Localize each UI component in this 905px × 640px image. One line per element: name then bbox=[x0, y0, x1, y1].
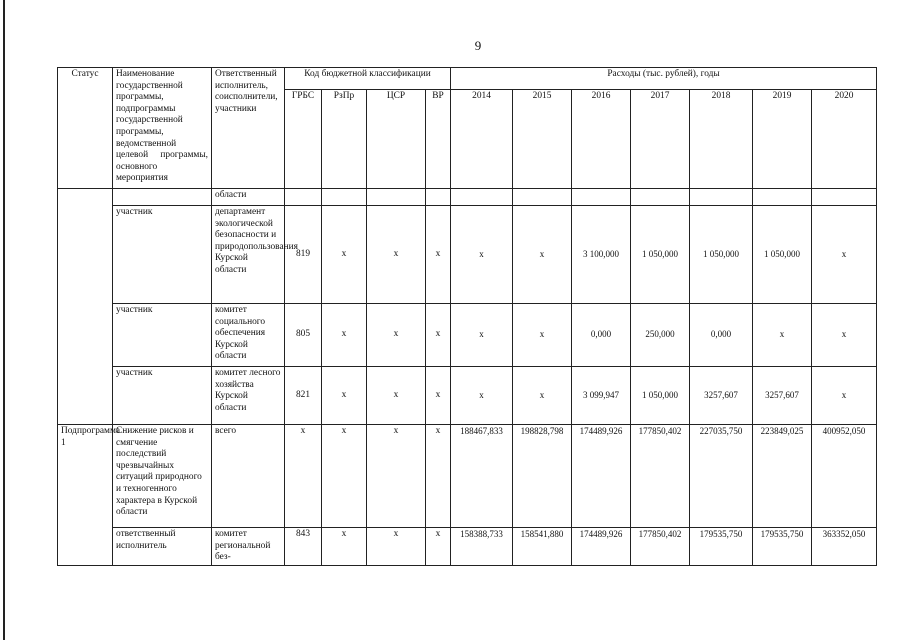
value-2020-cell: х bbox=[812, 206, 877, 304]
header-code-csr: ЦСР bbox=[367, 90, 426, 189]
header-code-grbs: ГРБС bbox=[285, 90, 322, 189]
table-row bbox=[58, 425, 877, 528]
header-code-vr: ВР bbox=[426, 90, 451, 189]
value-2015-cell: х bbox=[513, 367, 572, 425]
name-cell: участник bbox=[113, 206, 212, 304]
header-year-2014: 2014 bbox=[451, 90, 513, 189]
value-2018-cell: 179535,750 bbox=[690, 528, 753, 566]
value-2014-cell: 158388,733 bbox=[451, 528, 513, 566]
code-rzpr-cell: х bbox=[322, 425, 367, 528]
code-csr-cell: х bbox=[367, 367, 426, 425]
header-expenses: Расходы (тыс. рублей), годы bbox=[451, 68, 877, 90]
executor-cell: комитет региональной без- bbox=[212, 528, 285, 566]
value-2014-cell: х bbox=[451, 367, 513, 425]
value-2014-cell: х bbox=[451, 304, 513, 367]
value-2018-cell: 3257,607 bbox=[690, 367, 753, 425]
value-2018-cell: 0,000 bbox=[690, 304, 753, 367]
code-grbs-cell: 819 bbox=[285, 206, 322, 304]
header-executor: Ответственный исполнитель, соисполнители, участники bbox=[212, 68, 285, 189]
value-2015-cell: 158541,880 bbox=[513, 528, 572, 566]
name-cell: участник bbox=[113, 367, 212, 425]
code-rzpr-cell: х bbox=[322, 367, 367, 425]
code-vr-cell: х bbox=[426, 528, 451, 566]
value-2019-cell: х bbox=[753, 304, 812, 367]
status-cell bbox=[58, 189, 113, 425]
code-grbs-cell: 821 bbox=[285, 367, 322, 425]
code-csr-cell bbox=[367, 189, 426, 206]
code-grbs-cell: 843 bbox=[285, 528, 322, 566]
code-vr-cell: х bbox=[426, 425, 451, 528]
value-2017-cell: 177850,402 bbox=[631, 425, 690, 528]
executor-cell: области bbox=[212, 189, 285, 206]
name-cell: ответственный исполнитель bbox=[113, 528, 212, 566]
header-row-1 bbox=[58, 68, 877, 90]
code-vr-cell: х bbox=[426, 367, 451, 425]
page-left-border bbox=[3, 0, 5, 640]
value-2017-cell: 177850,402 bbox=[631, 528, 690, 566]
value-2017-cell: 1 050,000 bbox=[631, 367, 690, 425]
header-year-2018: 2018 bbox=[690, 90, 753, 189]
value-2016-cell: 174489,926 bbox=[572, 528, 631, 566]
value-2020-cell bbox=[812, 189, 877, 206]
value-2020-cell: 400952,050 bbox=[812, 425, 877, 528]
name-cell: участник bbox=[113, 304, 212, 367]
executor-cell: департамент экологической безопасности и природопользования Курской области bbox=[212, 206, 285, 304]
value-2018-cell: 1 050,000 bbox=[690, 206, 753, 304]
header-year-2016: 2016 bbox=[572, 90, 631, 189]
code-rzpr-cell: х bbox=[322, 304, 367, 367]
value-2020-cell: х bbox=[812, 367, 877, 425]
name-cell: Снижение рисков и смягчение последствий чрезвычайных ситуаций природного и техногенного характера в Курской области bbox=[113, 425, 212, 528]
header-year-2017: 2017 bbox=[631, 90, 690, 189]
code-csr-cell: х bbox=[367, 528, 426, 566]
header-budget-code: Код бюджетной классификации bbox=[285, 68, 451, 90]
value-2017-cell: 1 050,000 bbox=[631, 206, 690, 304]
value-2018-cell: 227035,750 bbox=[690, 425, 753, 528]
code-rzpr-cell bbox=[322, 189, 367, 206]
code-csr-cell: х bbox=[367, 304, 426, 367]
value-2016-cell: 3 099,947 bbox=[572, 367, 631, 425]
table-row bbox=[58, 206, 877, 304]
value-2014-cell: 188467,833 bbox=[451, 425, 513, 528]
table-row bbox=[58, 304, 877, 367]
code-vr-cell bbox=[426, 189, 451, 206]
value-2017-cell: 250,000 bbox=[631, 304, 690, 367]
value-2019-cell: 223849,025 bbox=[753, 425, 812, 528]
executor-cell: комитет лесного хозяйства Курской области bbox=[212, 367, 285, 425]
value-2015-cell: х bbox=[513, 304, 572, 367]
value-2015-cell bbox=[513, 189, 572, 206]
header-code-rzpr: РзПр bbox=[322, 90, 367, 189]
code-vr-cell: х bbox=[426, 206, 451, 304]
value-2019-cell bbox=[753, 189, 812, 206]
code-csr-cell: х bbox=[367, 425, 426, 528]
header-status: Статус bbox=[58, 68, 113, 189]
value-2016-cell bbox=[572, 189, 631, 206]
value-2019-cell: 3257,607 bbox=[753, 367, 812, 425]
value-2014-cell bbox=[451, 189, 513, 206]
value-2016-cell: 174489,926 bbox=[572, 425, 631, 528]
header-year-2015: 2015 bbox=[513, 90, 572, 189]
header-year-2020: 2020 bbox=[812, 90, 877, 189]
code-vr-cell: х bbox=[426, 304, 451, 367]
code-rzpr-cell: х bbox=[322, 206, 367, 304]
value-2020-cell: х bbox=[812, 304, 877, 367]
value-2016-cell: 3 100,000 bbox=[572, 206, 631, 304]
budget-table bbox=[57, 67, 877, 566]
code-grbs-cell: х bbox=[285, 425, 322, 528]
code-grbs-cell: 805 bbox=[285, 304, 322, 367]
value-2019-cell: 179535,750 bbox=[753, 528, 812, 566]
value-2016-cell: 0,000 bbox=[572, 304, 631, 367]
value-2015-cell: 198828,798 bbox=[513, 425, 572, 528]
code-rzpr-cell: х bbox=[322, 528, 367, 566]
value-2017-cell bbox=[631, 189, 690, 206]
table-row bbox=[58, 189, 877, 206]
table-row bbox=[58, 367, 877, 425]
table-row bbox=[58, 528, 877, 566]
value-2019-cell: 1 050,000 bbox=[753, 206, 812, 304]
status-cell: Подпрограмма 1 bbox=[58, 425, 113, 566]
value-2014-cell: х bbox=[451, 206, 513, 304]
code-csr-cell: х bbox=[367, 206, 426, 304]
value-2015-cell: х bbox=[513, 206, 572, 304]
header-name: Наименование государственной программы, подпрограммы государственной программы, ведомственной целевой программы, основного мероприятия bbox=[113, 68, 212, 189]
executor-cell: комитет социального обеспечения Курской области bbox=[212, 304, 285, 367]
code-grbs-cell bbox=[285, 189, 322, 206]
executor-cell: всего bbox=[212, 425, 285, 528]
page-number: 9 bbox=[474, 38, 482, 53]
header-year-2019: 2019 bbox=[753, 90, 812, 189]
name-cell bbox=[113, 189, 212, 206]
value-2020-cell: 363352,050 bbox=[812, 528, 877, 566]
value-2018-cell bbox=[690, 189, 753, 206]
